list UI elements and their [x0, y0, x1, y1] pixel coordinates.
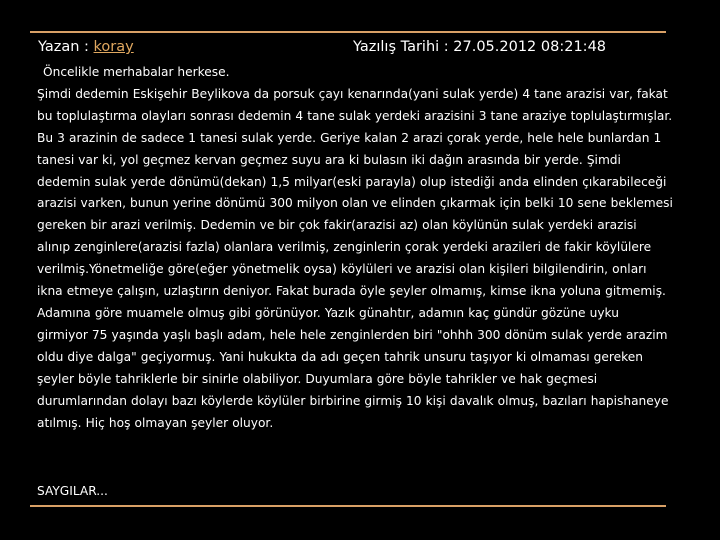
post-body: [37, 62, 673, 434]
author-link[interactable]: koray: [93, 39, 134, 55]
author-line: [38, 36, 134, 58]
greeting-text: Öncelikle merhabalar herkese.: [43, 65, 230, 79]
bottom-divider: [30, 505, 666, 507]
post-paragraph: Şimdi dedemin Eskişehir Beylikova da porsuk çayı kenarında(yani sulak yerde) 4 tane arazisi var, fakat bu toplulaştırma olayları sonrası dedemin 4 tane sulak yerdeki arazisini 3 tane araziye toplulaştırmışlar. Bu 3 arazinin de sadece 1 tanesi sulak yerde. Geriye kalan 2 arazi çorak yerde, hele hele bunlardan 1 tanesi var ki, yol geçmez kervan geçmez suyu ara ki bulasın iki dağın arasında bir yerde. Şimdi dedemin sulak yerde dönümü(dekan) 1,5 milyar(eski parayla) olup istediği anda elinden çıkarabileceği arazisi varken, bunun yerine dönümü 300 milyon olan ve elinden çıkarmak için belki 10 sene beklemesi gereken bir arazi verilmiş. Dedemin ve bir çok fakir(arazisi az) olan köylünün sulak yerdeki arazisi alınıp zenginlere(arazisi fazla) olanlara verilmiş, zenginlerin çorak yerdeki arazileri de fakir köylülere verilmiş.Yönetmeliğe göre(eğer yönetmelik oysa) köylüleri ve arazisi olan kişileri bilgilendirin, onları ikna etmeye çalışın, uzlaştırın deniyor. Fakat burada öyle şeyler olmamış, kimse ikna yoluna gitmemiş. Adamına göre muamele olmuş gibi görünüyor. Yazık günahtır, adamın kaç gündür gözüne uyku girmiyor 75 yaşında yaşlı başlı adam, hele hele zenginlerden biri "ohhh 300 dönüm sulak yerde arazim oldu diye dalga" geçiyormuş. Yani hukukta da adı geçen tahrik unsuru taşıyor ki olmaması gereken şeyler böyle tahriklerle bir sinirle olabiliyor. Duyumlara göre böyle tahrikler ve hak geçmesi durumlarından dolayı bazı köylerde köylüler birbirine girmiş 10 kişi davalık olmuş, bazıları hapishaneye atılmış. Hiç hoş olmayan şeyler oluyor.: [37, 86, 673, 430]
signoff-text: SAYGILAR...: [37, 484, 108, 498]
top-divider: [30, 31, 666, 33]
post-date: Yazılış Tarihi : 27.05.2012 08:21:48: [353, 39, 607, 55]
post-header: [38, 36, 658, 58]
author-label: Yazan :: [38, 39, 94, 55]
